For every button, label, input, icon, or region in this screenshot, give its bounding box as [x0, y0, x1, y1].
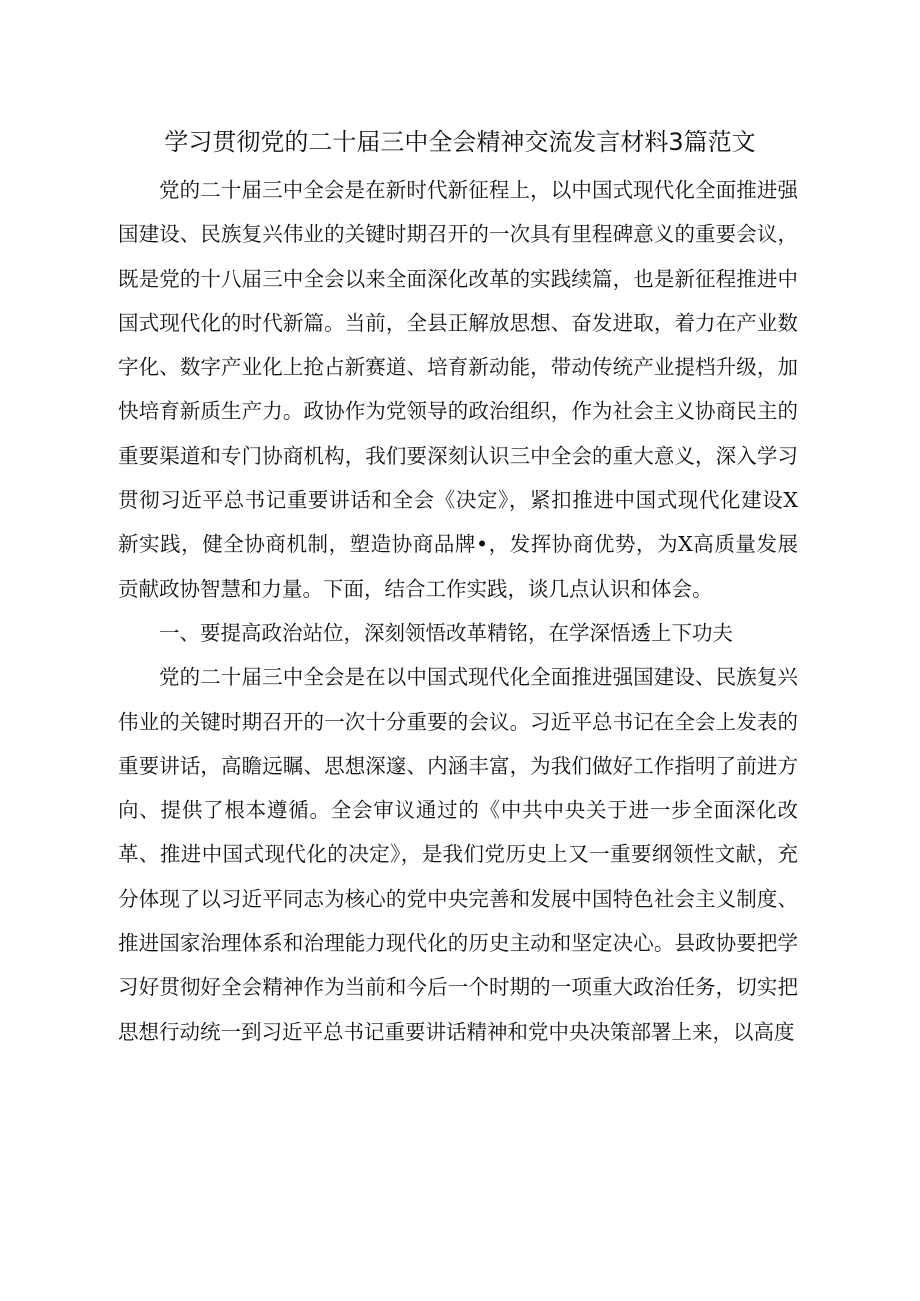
- document-title: 学习贯彻党的二十届三中全会精神交流发言材料3篇范文: [164, 128, 756, 156]
- paragraph-section-1: 党的二十届三中全会是在以中国式现代化全面推进强国建设、民族复兴伟业的关键时期召开的一次十分重要的会议。习近平总书记在全会上发表的重要讲话，高瞻远瞩、思想深邃、内涵丰富，为我们做好工作指明了前进方向、提供了根本遵循。全会审议通过的《中共中央关于进一步全面深化改革、推进中国式现代化的决定》，是我们党历史上又一重要纲领性文献，充分体现了以习近平同志为核心的党中央完善和发展中国特色社会主义制度、推进国家治理体系和治理能力现代化的历史主动和坚定决心。县政协要把学习好贯彻好全会精神作为当前和今后一个时期的一项重大政治任务，切实把思想行动统一到习近平总书记重要讲话精神和党中央决策部署上来，以高度: [118, 665, 798, 1044]
- document-body: [118, 168, 798, 1054]
- paragraph-intro: 党的二十届三中全会是在新时代新征程上，以中国式现代化全面推进强国建设、民族复兴伟业的关键时期召开的一次具有里程碑意义的重要会议，既是党的十八届三中全会以来全面深化改革的实践续篇，也是新征程推进中国式现代化的时代新篇。当前，全县正解放思想、奋发进取，着力在产业数字化、数字产业化上抢占新赛道、培育新动能，带动传统产业提档升级，加快培育新质生产力。政协作为党领导的政治组织，作为社会主义协商民主的重要渠道和专门协商机构，我们要深刻认识三中全会的重大意义，深入学习贯彻习近平总书记重要讲话和全会《决定》，紧扣推进中国式现代化建设X新实践，健全协商机制，塑造协商品牌•，发挥协商优势，为X高质量发展贡献政协智慧和力量。下面，结合工作实践，谈几点认识和体会。: [118, 178, 798, 601]
- section-heading-1: 一、要提高政治站位，深刻领悟改革精铭，在学深悟透上下功夫: [159, 620, 733, 645]
